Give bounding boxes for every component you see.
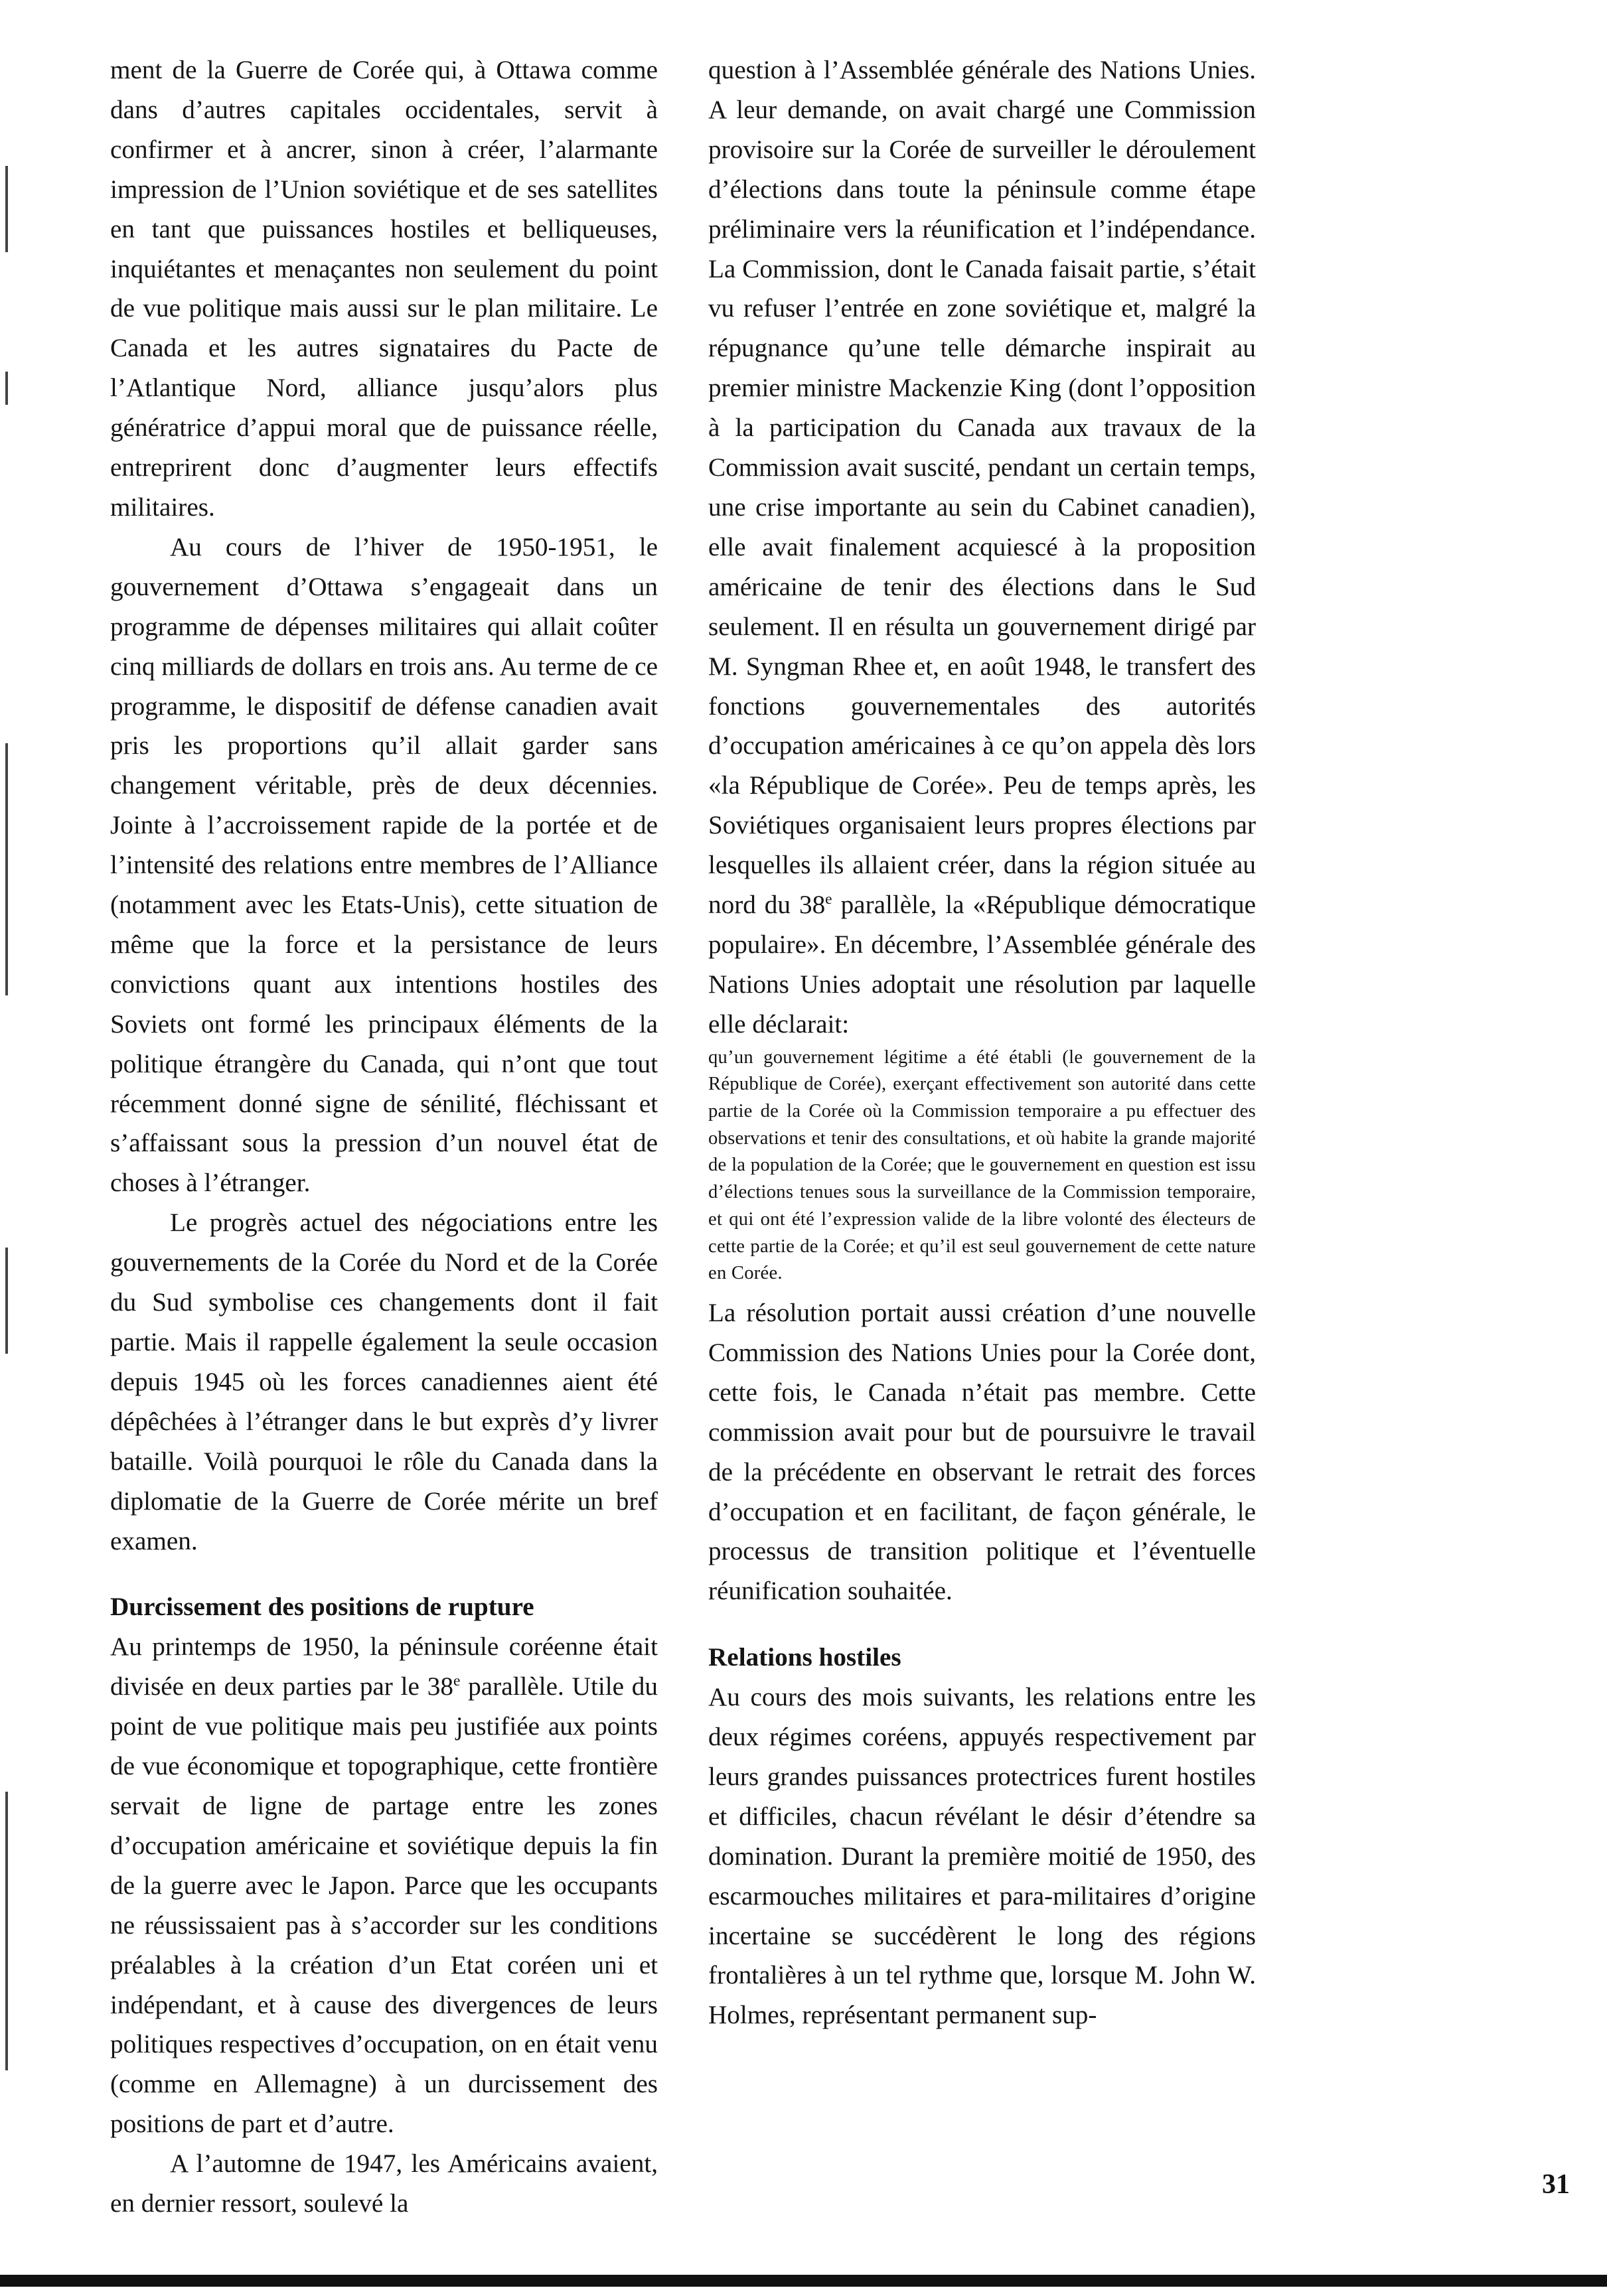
right-column [708,50,1256,2035]
paragraph [110,1627,658,2144]
paragraph: Au cours de l’hiver de 1950-1951, le gouvernement d’Ottawa s’engageait dans un programme de dépenses militaires qui allait coûter cinq milliards de dollars en trois ans. Au terme de ce programme, le dispositif de défense canadien avait pris les proportions qu’il allait garder sans changement véritable, près de deux décennies. Jointe à l’accroissement rapide de la portée et de l’intensité des relations entre membres de l’Alliance (notamment avec les Etats-Unis), cette situation de même que la force et la persistance de leurs convictions quant aux intentions hostiles des Soviets ont formé les principaux éléments de la politique étrangère du Canada, qui n’ont que tout récemment donné signe de sénilité, fléchissant et s’affaissant sous la pression d’un nouvel état de choses à l’étranger. [110,532,658,1198]
quotation: qu’un gouvernement légitime a été établi (le gouvernement de la République de Corée), exerçant effectivement son autorité dans cette partie de la Corée où la Commission temporaire a pu effectuer des observations et tenir des consultations, et où habite la grande majorité de la population de la Corée; que le gouvernement en question est issu d’élections tenues sous la surveillance de la Commission temporaire, et qui ont été l’expression valide de la libre volonté des électeurs de cette partie de la Corée; et qu’il est seul gouvernement de cette nature en Corée. [708,1046,1256,1284]
scan-margin-mark [5,743,8,995]
scan-margin-mark [5,372,8,405]
left-column [110,50,658,2224]
page-number: 31 [1542,2169,1570,2200]
paragraph: La résolution portait aussi création d’une nouvelle Commission des Nations Unies pour la Corée dont, cette fois, le Canada n’était pas membre. Cette commission avait pour but de poursuivre le travail de la précédente en observant le retrait des forces d’occupation et en facilitant, de façon générale, le processus de transition politique et l’éventuelle réunification souhaitée. [708,1298,1256,1606]
scan-margin-mark [5,1792,8,2070]
scan-margin-mark [5,1248,8,1354]
text-run: parallèle, la «République démocratique populaire». En décembre, l’Assemblée générale des Nations Unies adoptait une résolution par laquelle elle déclarait: [708,891,1256,1039]
paragraph [708,50,1256,1044]
text-run: parallèle. Utile du point de vue politique mais peu justifiée aux points de vue économique et topographique, cette frontière servait de ligne de partage entre les zones d’occupation américaine et soviétique depuis la fin de la guerre avec le Japon. Parce que les occupants ne réussissaient pas à s’accorder sur les conditions préalables à la création d’un Etat coréen uni et indépendant, et à cause des divergences de leurs politiques respectives d’occupation, on en était venu (comme en Allemagne) à un durcissement des positions de part et d’autre. [110,1672,658,2139]
paragraph: ment de la Guerre de Corée qui, à Ottawa comme dans d’autres capitales occidentales, servit à confirmer et à ancrer, sinon à créer, l’alarmante impression de l’Union soviétique et de ses satellites en tant que puissances hostiles et belliqueuses, inquiétantes et menaçantes non seulement du point de vue politique mais aussi sur le plan militaire. Le Canada et les autres signataires du Pacte de l’Atlantique Nord, alliance jusqu’alors plus génératrice d’appui moral que de puissance réelle, entreprirent donc d’augmenter leurs effectifs militaires. [110,56,658,522]
text-run: question à l’Assemblée générale des Nations Unies. A leur demande, on avait chargé une Commission provisoire sur la Corée de surveiller le déroulement d’élections dans toute la péninsule comme étape préliminaire vers la réunification et l’indépendance. La Commission, dont le Canada faisait partie, s’était vu refuser l’entrée en zone soviétique et, malgré la répugnance qu’une telle démarche inspirait au premier ministre Mackenzie King (dont l’opposition à la participation du Canada aux travaux de la Commission avait suscité, pendant un certain temps, une crise importante au sein du Cabinet canadien), elle avait finalement acquiescé à la proposition américaine de tenir des élections dans le Sud seulement. Il en résulta un gouvernement dirigé par M. Syngman Rhee et, en août 1948, le transfert des fonctions gouvernementales des autorités d’occupation américaines à ce qu’on appela dès lors «la République de Corée». Peu de temps après, les Soviétiques organisaient leurs propres élections par lesquelles ils allaient créer, dans la région située au nord du 38 [708,56,1256,920]
section-heading: Relations hostiles [708,1643,901,1672]
paragraph: Le progrès actuel des négociations entre les gouvernements de la Corée du Nord et de la Corée du Sud symbolise ces changements dont il fait partie. Mais il rappelle également la seule occasion depuis 1945 où les forces canadiennes aient été dépêchées à l’étranger dans le but exprès d’y livrer bataille. Voilà pourquoi le rôle du Canada dans la diplomatie de la Guerre de Corée mérite un bref examen. [110,1208,658,1555]
text-run: Au printemps de 1950, la péninsule coréenne était divisée en deux parties par le 38 [110,1632,658,1701]
paragraph: A l’automne de 1947, les Américains avaient, en dernier ressort, soulevé la [110,2149,658,2218]
section-heading: Durcissement des positions de rupture [110,1593,534,1622]
scan-margin-mark [5,166,8,252]
paragraph: Au cours des mois suivants, les relations entre les deux régimes coréens, appuyés respectivement par leurs grandes puissances protectrices furent hostiles et difficiles, chacun révélant le désir d’étendre sa domination. Durant la première moitié de 1950, des escarmouches militaires et para-militaires d’origine incertaine se succédèrent le long des régions frontalières à un tel rythme que, lorsque M. John W. Holmes, représentant permanent sup- [708,1683,1256,2030]
footer-rule [0,2275,1607,2287]
superscript: e [453,1672,461,1690]
superscript: e [825,890,832,908]
